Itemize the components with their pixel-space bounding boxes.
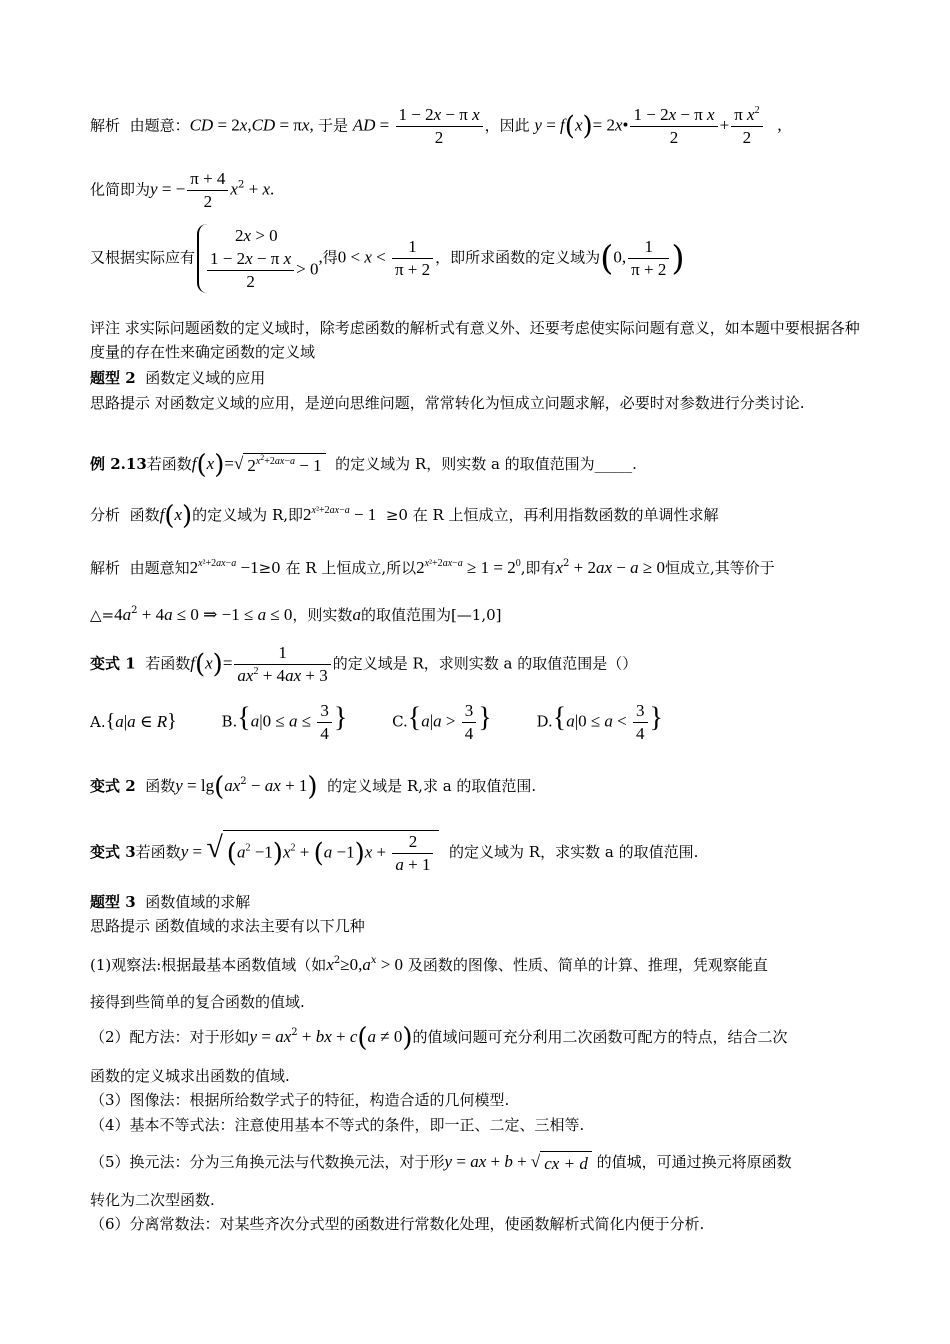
section-heading-type3: 题型 3 函数值域的求解 bbox=[90, 893, 251, 911]
solution-2-line-1: 解析 由题意知$2^{x^2+2ax-a} -1\ge 0$ 在 R 上恒成立,所以$2^{x^2+2ax-a} \ge 1 = 2^0$,即有$x^2 + 2ax - a \ge 0$恒成立,其等价于 bbox=[90, 558, 775, 577]
option-b[interactable]: B.{a|0 ≤ a ≤ $\frac{3}{4}$ } bbox=[221, 701, 348, 743]
hint-paragraph-2: 思路提示 对函数定义域的应用，是逆向思维问题，常常转化为恒成立问题求解，必要时对参数进行分类讨论. bbox=[90, 394, 805, 412]
method-2-line-2: 函数的定义城求出函数的值域. bbox=[90, 1067, 290, 1085]
variant-1-options bbox=[90, 700, 870, 745]
comment-paragraph: 评注 求实际问题函数的定义域时，除考虑函数的解析式有意义外、还要考虑使实际问题有意义，如本题中要根据各种度量的存在性来确定函数的定义域 bbox=[90, 319, 860, 361]
method-4: （4）基本不等式法：注意使用基本不等式的条件，即一正、二定、三相等. bbox=[90, 1116, 585, 1134]
solution-line-1: 解析 由题意：CD = 2x,CD = πx, 于是 AD = $\frac{\text{1 − 2x − π x}}{2}$ ，因此 y = f(x)= 2x• $\frac{\text{1 − 2x − π x}}{2}$ + $\frac{\pi x^2}{2}$ , bbox=[90, 105, 782, 147]
system-line: 又根据实际应有 2x > 0 $\frac{\text{1 − 2x − π x}}{2}$ > 0 ,得0 < x < $\frac{1}{\pi + 2}$ ，即所求函数的定义域为(0, $\frac{1}{\pi + 2}$ ) bbox=[90, 226, 685, 291]
example-2-13: 例 2.13若函数f(x)=√ $2^{x^2+2ax-a} - 1$ 的定义域为 R，则实数 a 的取值范围为_____. bbox=[90, 450, 637, 480]
method-5-line-2: 转化为二次型函数. bbox=[90, 1191, 215, 1209]
analysis-line: 分析 函数f(x)的定义域为 R,即$2^{x^2+2ax-a} - 1 \ge 0$ 在 R 上恒成立，再利用指数函数的单调性求解 bbox=[90, 501, 719, 531]
option-a[interactable]: A.{a|a ∈ R} bbox=[90, 709, 177, 732]
solution-label: 解析 bbox=[90, 116, 121, 135]
variant-2: 变式 2 函数$y = \lg(ax^2$ − ax + 1) 的定义域是 R,求 a 的取值范围. bbox=[90, 772, 537, 802]
method-2-line-1: （2）配方法：对于形如$y = ax^2$ + bx + c(a ≠ 0)的值域问题可充分利用二次函数可配方的特点，结合二次 bbox=[90, 1023, 788, 1053]
fraction-pix2: $\frac{\pi x^2}{2}$ bbox=[731, 104, 762, 149]
solution-text: 由题意： bbox=[129, 116, 190, 135]
formula-cd: CD bbox=[189, 115, 214, 135]
variant-3: 变式 3若函数y = √ $(a^2 -1)x^2 + (a -1)x$ + $\frac{2}{a + 1}$ 的定义域为 R，求实数 a 的取值范围. bbox=[90, 831, 699, 874]
method-5-line-1: （5）换元法：分为三角换元法与代数换元法，对于形y = ax + b + √ cx + d 的值城，可通过换元将原函数 bbox=[90, 1150, 870, 1176]
method-1-line-1: (1)观察法:根据最基本函数值域（如$x^2\ge 0,a^x > 0$ 及函数的图像、性质、简单的计算、推理，凭观察能直 bbox=[90, 955, 768, 974]
simplify-line: 化简即为y = − $\frac{\pi + 4}{2}$ $x^2 + x$. bbox=[90, 169, 275, 211]
method-1-line-2: 接得到些简单的复合函数的值域. bbox=[90, 993, 305, 1011]
section-heading-type2: 题型 2 函数定义域的应用 bbox=[90, 369, 266, 387]
inequality-system: 2x > 0 $\frac{\text{1 − 2x − π x}}{2}$ > 0 bbox=[197, 224, 318, 293]
solution-2-line-2: $\triangle=4a^2 + 4a \le 0$ ⇒ −1 ≤ a ≤ 0，则实数a的取值范围为[—1,0] bbox=[90, 605, 502, 624]
variant-1: 变式 1 若函数f(x)= $\frac{1}{ax^2 + 4ax + 3}$ 的定义域是 R，求则实数 a 的取值范围是（） bbox=[90, 643, 638, 685]
method-3: （3）图像法：根据所给数学式子的特征，构造合适的几何模型. bbox=[90, 1091, 510, 1109]
method-6: （6）分离常数法：对某些齐次分式型的函数进行常数化处理，使函数解析式简化内便于分析. bbox=[90, 1215, 705, 1233]
option-c[interactable]: C.{a|a > $\frac{3}{4}$ } bbox=[392, 701, 492, 743]
fraction-simplified: $\frac{\pi + 4}{2}$ bbox=[187, 168, 228, 213]
hint-paragraph-3: 思路提示 函数值域的求法主要有以下几种 bbox=[90, 917, 365, 935]
fraction-area: $\frac{\text{1 − 2x − π x}}{2}$ bbox=[630, 104, 717, 149]
fraction-ad: $\frac{\text{1 − 2x − π x}}{2}$ bbox=[396, 104, 483, 149]
option-d[interactable]: D.{a|0 ≤ a < $\frac{3}{4}$ } bbox=[536, 701, 663, 743]
